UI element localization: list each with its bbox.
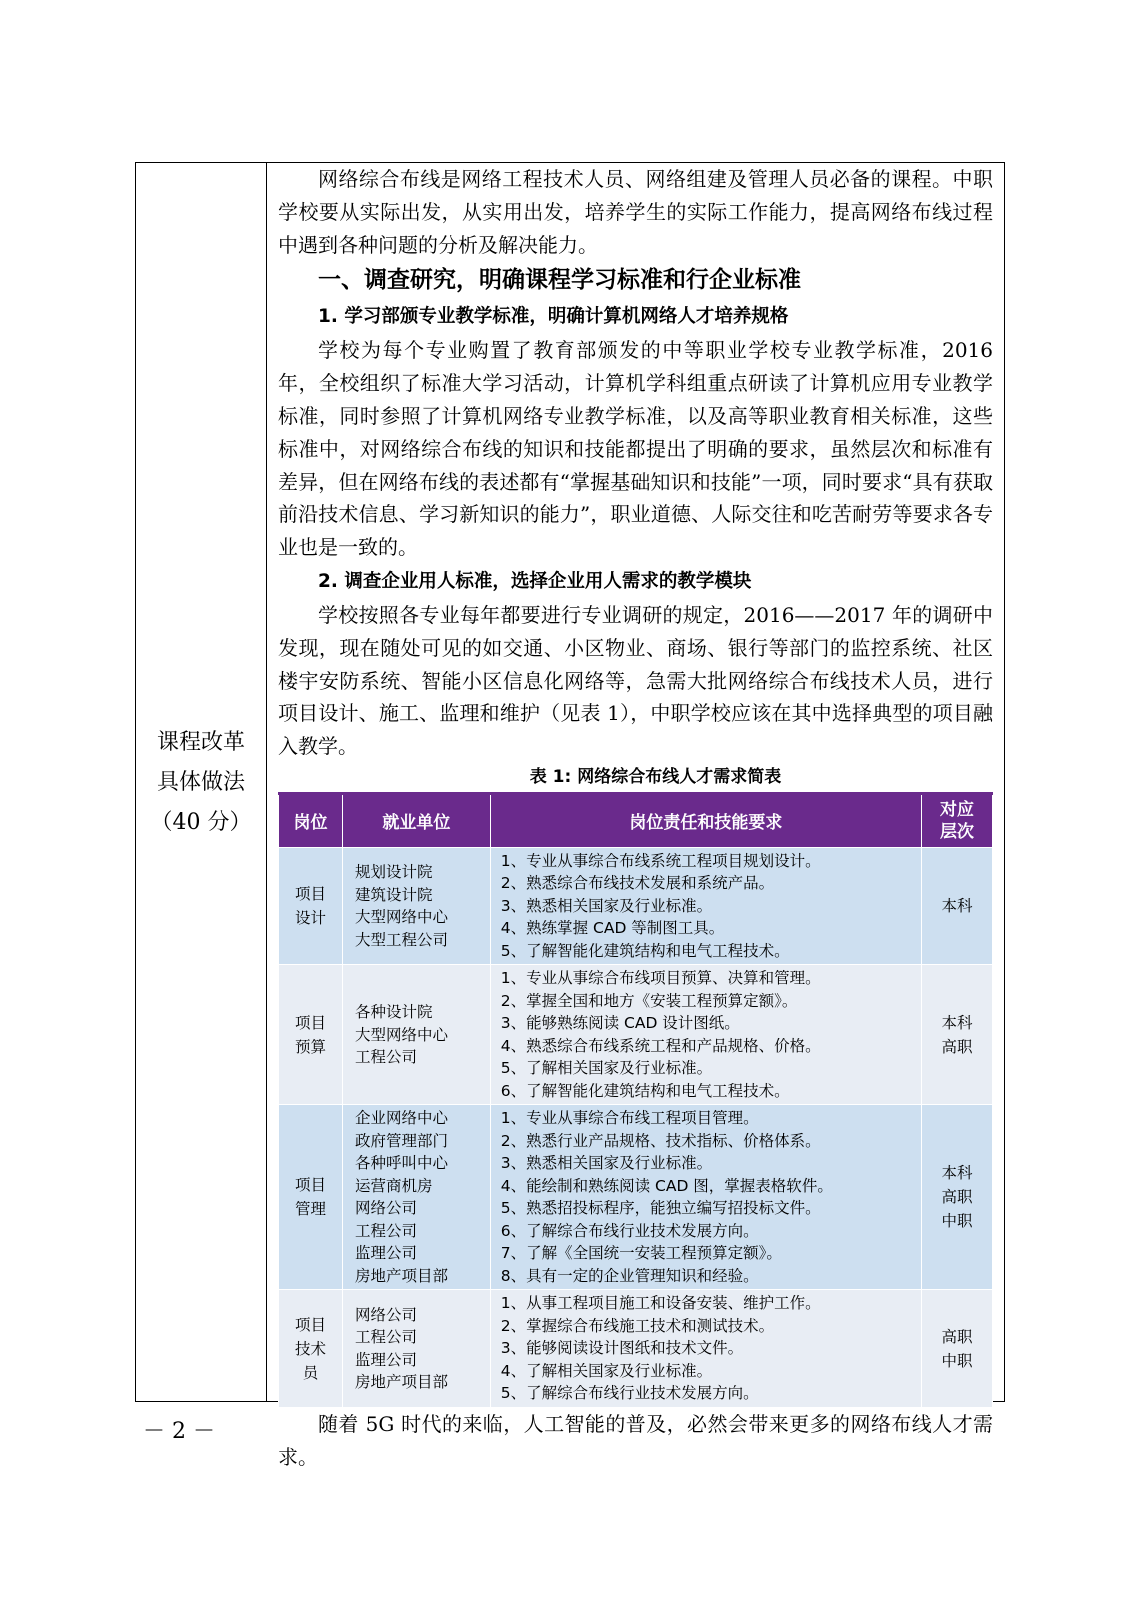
unit-item: 监理公司	[354, 1350, 417, 1369]
unit-item: 工程公司	[354, 1328, 417, 1347]
requirement-item: 2、掌握全国和地方《安装工程预算定额》。	[500, 991, 798, 1010]
row-label-line2: 具体做法	[156, 770, 245, 795]
intro-paragraph: 网络综合布线是网络工程技术人员、网络组建及管理人员必备的课程。中职学校要从实际出发，从实用出发，培养学生的实际工作能力，提高网络布线过程中遇到各种问题的分析及解决能力。	[278, 167, 993, 257]
requirement-item: 7、了解《全国统一安装工程预算定额》。	[500, 1244, 782, 1263]
cell-level	[922, 965, 993, 1105]
cell-requirements	[490, 847, 921, 965]
table-row	[279, 965, 993, 1105]
level-item: 高职	[941, 1188, 973, 1207]
unit-item: 工程公司	[354, 1221, 417, 1240]
unit-item: 网络公司	[354, 1305, 417, 1324]
level-item: 中职	[941, 1212, 973, 1231]
cell-level	[922, 847, 993, 965]
requirement-item: 1、专业从事综合布线工程项目管理。	[500, 1109, 759, 1128]
table-caption: 表 1: 网络综合布线人才需求简表	[529, 766, 782, 787]
unit-item: 房地产项目部	[354, 1266, 448, 1285]
header-level-text: 对应层次	[940, 799, 974, 842]
requirement-item: 3、熟悉相关国家及行业标准。	[500, 896, 713, 915]
requirement-item: 6、了解综合布线行业技术发展方向。	[500, 1221, 759, 1240]
cell-position	[279, 965, 343, 1105]
requirement-item: 5、了解综合布线行业技术发展方向。	[500, 1384, 759, 1403]
page-number: － 2 －	[143, 1419, 215, 1444]
cell-level	[922, 1105, 993, 1290]
position-text: 项目管理	[294, 1176, 326, 1219]
requirement-item: 6、了解智能化建筑结构和电气工程技术。	[500, 1081, 790, 1100]
unit-item: 大型工程公司	[354, 930, 448, 949]
form-frame	[135, 162, 1005, 1469]
table-row	[279, 1105, 993, 1290]
unit-item: 网络公司	[354, 1199, 417, 1218]
requirement-item: 2、熟悉行业产品规格、技术指标、价格体系。	[500, 1131, 821, 1150]
requirement-item: 3、能够阅读设计图纸和技术文件。	[500, 1339, 744, 1358]
subsection-2-text: 学校按照各专业每年都要进行专业调研的规定，2016——2017 年的调研中发现，现在随处可见的如交通、小区物业、商场、银行等部门的监控系统、社区楼宇安防系统、智能小区信息化网络等，急需大批网络综合布线技术人员，进行项目设计、施工、监理和维护（见表 1），中职学校应该在其中选择典型的项目融入教学。	[278, 602, 993, 759]
unit-item: 大型网络中心	[354, 1025, 448, 1044]
level-item: 高职	[941, 1037, 973, 1056]
subsection-1-text: 学校为每个专业购置了教育部颁发的中等职业学校专业教学标准，2016 年，全校组织了标准大学习活动，计算机学科组重点研读了计算机应用专业教学标准，同时参照了计算机网络专业教学标准，以及高等职业教育相关标准，这些标准中，对网络综合布线的知识和技能都提出了明确的要求，虽然层次和标准有差异，但在网络布线的表述都有“掌握基础知识和技能”一项，同时要求“具有获取前沿技术信息、学习新知识的能力”，职业道德、人际交往和吃苦耐劳等要求各专业也是一致的。	[278, 338, 993, 560]
cell-position	[279, 1105, 343, 1290]
unit-item: 规划设计院	[354, 863, 433, 882]
row-label-line3: （40 分）	[150, 810, 252, 835]
header-requirements: 岗位责任和技能要求	[490, 793, 921, 847]
unit-item: 运营商机房	[354, 1176, 433, 1195]
cell-units	[342, 847, 490, 965]
level-item: 本科	[941, 1013, 973, 1032]
requirement-item: 1、从事工程项目施工和设备安装、维护工作。	[500, 1294, 821, 1313]
cell-units	[342, 1290, 490, 1408]
table-body	[279, 847, 993, 1407]
requirement-item: 4、熟练掌握 CAD 等制图工具。	[500, 919, 725, 938]
unit-item: 工程公司	[354, 1048, 417, 1067]
unit-item: 政府管理部门	[354, 1131, 448, 1150]
position-text: 项目预算	[294, 1013, 326, 1056]
column-divider	[266, 163, 267, 1401]
requirement-item: 8、具有一定的企业管理知识和经验。	[500, 1266, 759, 1285]
unit-item: 监理公司	[354, 1244, 417, 1263]
cell-position	[279, 847, 343, 965]
requirement-item: 5、了解相关国家及行业标准。	[500, 1059, 713, 1078]
cell-requirements	[490, 1290, 921, 1408]
cell-units	[342, 1105, 490, 1290]
subsection-1-title: 1. 学习部颁专业教学标准，明确计算机网络人才培养规格	[318, 306, 789, 328]
requirement-item: 4、熟悉综合布线系统工程和产品规格、价格。	[500, 1036, 821, 1055]
closing-paragraph: 随着 5G 时代的来临，人工智能的普及，必然会带来更多的网络布线人才需求。	[278, 1411, 993, 1469]
position-text: 项目技术员	[294, 1315, 326, 1382]
requirement-item: 5、熟悉招投标程序，能独立编写招投标文件。	[500, 1199, 821, 1218]
unit-item: 各种呼叫中心	[354, 1154, 448, 1173]
cell-requirements	[490, 1105, 921, 1290]
requirement-item: 4、了解相关国家及行业标准。	[500, 1361, 713, 1380]
requirement-item: 4、能绘制和熟练阅读 CAD 图，掌握表格软件。	[500, 1176, 833, 1195]
row-label	[136, 723, 266, 843]
cell-level	[922, 1290, 993, 1408]
header-level	[922, 793, 993, 847]
position-text: 项目设计	[294, 885, 326, 928]
requirement-item: 5、了解智能化建筑结构和电气工程技术。	[500, 941, 790, 960]
requirement-item: 1、专业从事综合布线系统工程项目规划设计。	[500, 851, 821, 870]
level-item: 本科	[941, 1164, 973, 1183]
talent-demand-table	[278, 792, 993, 1408]
unit-item: 房地产项目部	[354, 1373, 448, 1392]
section-title: 一、调查研究，明确课程学习标准和行企业标准	[318, 267, 801, 294]
requirement-item: 1、专业从事综合布线项目预算、决算和管理。	[500, 969, 821, 988]
content-cell	[278, 163, 993, 1474]
header-units: 就业单位	[342, 793, 490, 847]
unit-item: 各种设计院	[354, 1003, 433, 1022]
level-item: 本科	[941, 897, 973, 916]
level-item: 中职	[941, 1351, 973, 1370]
requirement-item: 3、熟悉相关国家及行业标准。	[500, 1154, 713, 1173]
cell-position	[279, 1290, 343, 1408]
requirement-item: 2、熟悉综合布线技术发展和系统产品。	[500, 874, 775, 893]
level-item: 高职	[941, 1327, 973, 1346]
table-header-row	[279, 793, 993, 847]
header-position: 岗位	[279, 793, 343, 847]
unit-item: 企业网络中心	[354, 1109, 448, 1128]
requirement-item: 2、掌握综合布线施工技术和测试技术。	[500, 1316, 775, 1335]
subsection-2-title: 2. 调查企业用人标准，选择企业用人需求的教学模块	[318, 570, 752, 592]
requirement-item: 3、能够熟练阅读 CAD 设计图纸。	[500, 1014, 740, 1033]
table-row	[279, 1290, 993, 1408]
cell-units	[342, 965, 490, 1105]
row-label-line1: 课程改革	[156, 730, 245, 755]
unit-item: 建筑设计院	[354, 885, 433, 904]
table-row	[279, 847, 993, 965]
unit-item: 大型网络中心	[354, 908, 448, 927]
cell-requirements	[490, 965, 921, 1105]
